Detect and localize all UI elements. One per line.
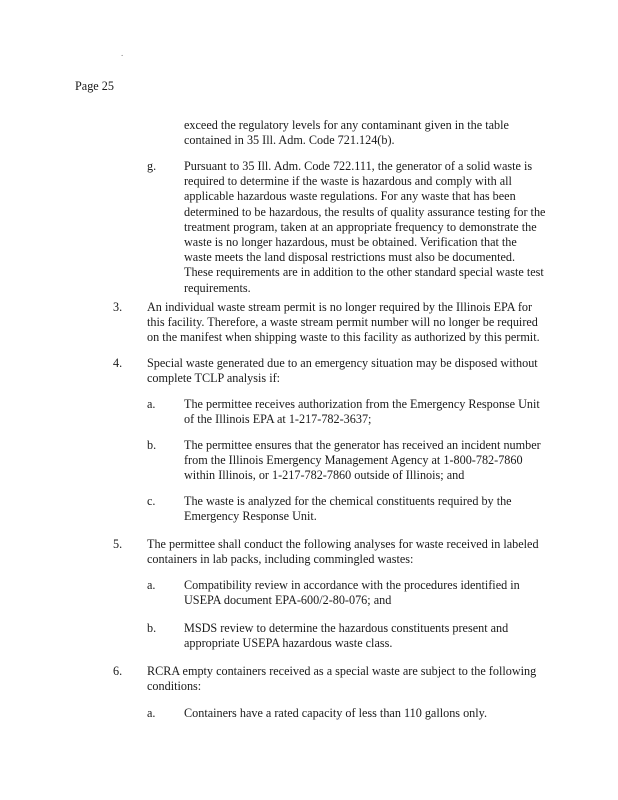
item-g-label: g. [147,159,157,173]
text-line: complete TCLP analysis if: [147,371,281,386]
item-4c-text [184,494,512,524]
text-line: The permittee shall conduct the following analyses for waste received in labeled [147,537,539,551]
text-line: waste meets the land disposal restrictions must also be documented. [184,250,516,265]
text-line: Special waste generated due to an emergency situation may be disposed without [147,356,538,370]
item-4-label: 4. [113,356,123,370]
text-line: Compatibility review in accordance with the procedures identified in [184,578,520,592]
item-6a-label: a. [147,706,156,720]
item-4b-text [184,438,541,484]
item-4-text [147,356,538,386]
text-line: treatment program, taken at an appropriate frequency to demonstrate the [184,219,537,234]
text-line: These requirements are in addition to the other standard special waste test [184,265,544,280]
text-line: An individual waste stream permit is no longer required by the Illinois EPA for [147,300,533,314]
text-line: applicable hazardous waste regulations. For any waste that has been [184,189,516,204]
text-line: this facility. Therefore, a waste stream permit number will no longer be required [147,315,538,330]
text-line: The permittee ensures that the generator has received an incident number [184,438,541,452]
item-3-label: 3. [113,300,123,314]
text-line: from the Illinois Emergency Management Agency at 1-800-782-7860 [184,453,523,468]
item-6a-text [184,706,487,721]
text-line: The permittee receives authorization from the Emergency Response Unit [184,397,540,411]
continuation-text [184,118,509,148]
text-line: MSDS review to determine the hazardous constituents present and [184,621,509,635]
item-5-text [147,537,539,567]
text-line: appropriate USEPA hazardous waste class. [184,636,393,651]
page-label: Page 25 [75,79,114,93]
item-5a-text [184,578,520,608]
text-line: exceed the regulatory levels for any contaminant given in the table [184,118,509,132]
item-g-text [184,159,545,296]
text-line: USEPA document EPA-600/2-80-076; and [184,593,392,608]
item-4a-label: a. [147,397,156,411]
text-line: requirements. [184,280,251,295]
text-line: The waste is analyzed for the chemical constituents required by the [184,494,512,508]
text-line: conditions: [147,679,202,694]
item-5b-text [184,621,508,651]
scan-mark: . [121,48,124,58]
item-3-text [147,300,540,346]
text-line: determined to be hazardous, the results of quality assurance testing for the [184,204,546,219]
item-5a-label: a. [147,578,156,592]
item-6-text [147,664,536,694]
text-line: waste is no longer hazardous, must be obtained. Verification that the [184,235,517,250]
text-line: RCRA empty containers received as a special waste are subject to the following [147,664,537,678]
item-6-label: 6. [113,664,123,678]
item-4b-label: b. [147,438,157,452]
text-line: of the Illinois EPA at 1-217-782-3637; [184,412,372,427]
item-4c-label: c. [147,494,156,508]
text-line: Pursuant to 35 Ill. Adm. Code 722.111, the generator of a solid waste is [184,159,533,173]
item-5b-label: b. [147,621,157,635]
text-line: on the manifest when shipping waste to this facility as authorized by this permit. [147,330,540,345]
text-line: Containers have a rated capacity of less than 110 gallons only. [184,706,488,720]
item-5-label: 5. [113,537,123,551]
text-line: required to determine if the waste is hazardous and comply with all [184,174,512,189]
text-line: within Illinois, or 1-217-782-7860 outside of Illinois; and [184,468,465,483]
text-line: containers in lab packs, including commingled wastes: [147,552,414,567]
text-line: Emergency Response Unit. [184,509,317,524]
text-line: contained in 35 Ill. Adm. Code 721.124(b). [184,133,395,148]
item-4a-text [184,397,540,427]
